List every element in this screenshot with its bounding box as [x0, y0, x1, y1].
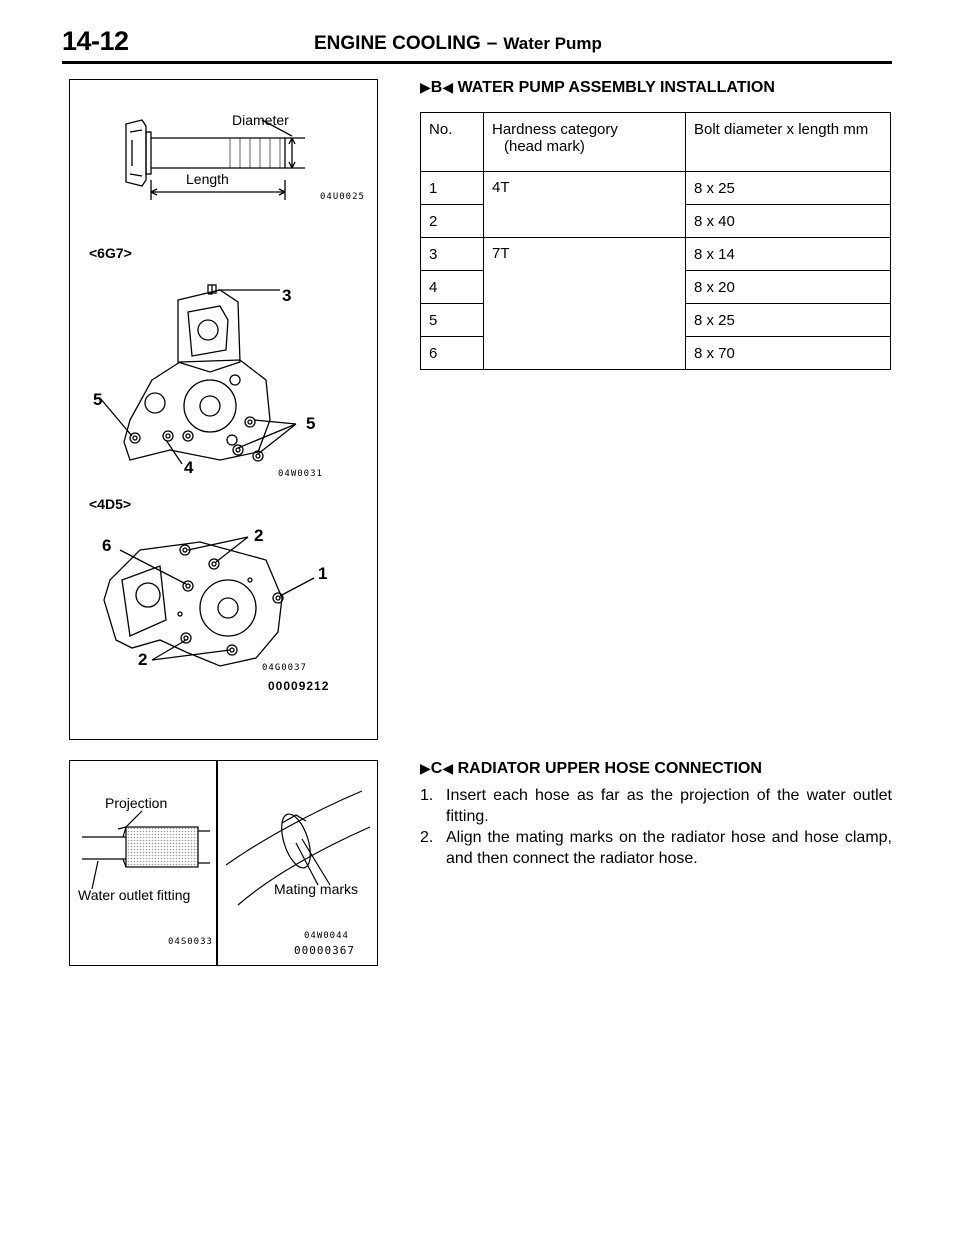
figure-hose-connection	[69, 760, 378, 966]
callout-4d5-6: 6	[102, 536, 112, 555]
callout-6g7-5-left: 5	[93, 390, 103, 409]
callout-4d5-1: 1	[318, 564, 328, 583]
figure-number: 00009212	[268, 679, 330, 693]
cell-size: 8 x 70	[686, 337, 891, 370]
cell-size: 8 x 25	[686, 172, 891, 205]
arrow-right-icon: ▶	[420, 760, 431, 776]
bolt-figure-code: 04U0025	[320, 192, 365, 202]
length-label: Length	[186, 171, 229, 187]
section-b-letter: B	[430, 79, 443, 96]
engine-6g7-label: <6G7>	[89, 245, 132, 261]
table-row	[421, 238, 891, 271]
cell-hardness: 4T	[484, 172, 686, 238]
step-number: 2.	[420, 829, 434, 846]
list-item	[420, 827, 892, 869]
section-subtitle: Water Pump	[503, 34, 602, 53]
header-hardness	[484, 113, 686, 172]
cell-size: 8 x 14	[686, 238, 891, 271]
bolt-spec-table	[420, 112, 891, 370]
page-number: 14-12	[62, 26, 129, 56]
callout-6g7-4: 4	[184, 458, 194, 477]
callout-6g7-5-right: 5	[306, 414, 316, 433]
projection-label: Projection	[105, 795, 168, 811]
section-c-heading	[420, 760, 762, 778]
section-b-heading	[420, 79, 775, 97]
arrow-right-icon: ▶	[420, 79, 431, 95]
engine-4d5-label: <4D5>	[89, 496, 132, 512]
table-header-row	[421, 113, 891, 172]
cell-no: 4	[421, 271, 484, 304]
callout-4d5-2-bottom: 2	[138, 650, 148, 669]
step-number: 1.	[420, 787, 434, 804]
cell-no: 6	[421, 337, 484, 370]
cell-no: 3	[421, 238, 484, 271]
step-text: Align the mating marks on the radiator hose and hose clamp, and then connect the radiator hose.	[446, 829, 892, 867]
cell-size: 8 x 20	[686, 271, 891, 304]
left-figure-code: 04S0033	[168, 937, 213, 947]
engine-6g7-code: 04W0031	[278, 469, 323, 479]
header-hardness-line2: (head mark)	[504, 138, 585, 155]
engine-4d5-code: 04G0037	[262, 663, 307, 673]
diameter-label: Diameter	[232, 112, 289, 128]
table-row	[421, 172, 891, 205]
list-item	[420, 785, 892, 827]
page-title	[314, 33, 602, 55]
cell-size: 8 x 25	[686, 304, 891, 337]
cell-size: 8 x 40	[686, 205, 891, 238]
step-text: Insert each hose as far as the projection of the water outlet fitting.	[446, 787, 892, 825]
title-dash: –	[486, 33, 498, 54]
callout-4d5-2-top: 2	[254, 526, 264, 545]
section-c-letter: C	[430, 760, 443, 777]
figure-bolt-locations	[69, 79, 378, 740]
header-hardness-line1: Hardness category	[492, 121, 618, 138]
right-figure-code: 04W0044	[304, 931, 349, 941]
header-size: Bolt diameter x length mm	[686, 113, 891, 172]
section-c-title: RADIATOR UPPER HOSE CONNECTION	[457, 760, 762, 777]
cell-no: 5	[421, 304, 484, 337]
section-b-title: WATER PUMP ASSEMBLY INSTALLATION	[457, 79, 775, 96]
arrow-left-icon: ◀	[442, 760, 454, 776]
figure-number-bottom: 00000367	[294, 944, 355, 957]
cell-no: 2	[421, 205, 484, 238]
header-rule	[62, 61, 892, 64]
instruction-list	[420, 785, 892, 869]
arrow-left-icon: ◀	[442, 79, 454, 95]
callout-6g7-3: 3	[282, 286, 292, 305]
header-no: No.	[421, 113, 484, 172]
water-outlet-label: Water outlet fitting	[78, 887, 191, 903]
cell-no: 1	[421, 172, 484, 205]
mating-marks-label: Mating marks	[274, 881, 359, 897]
cell-hardness: 7T	[484, 238, 686, 370]
chapter-title: ENGINE COOLING	[314, 33, 481, 54]
